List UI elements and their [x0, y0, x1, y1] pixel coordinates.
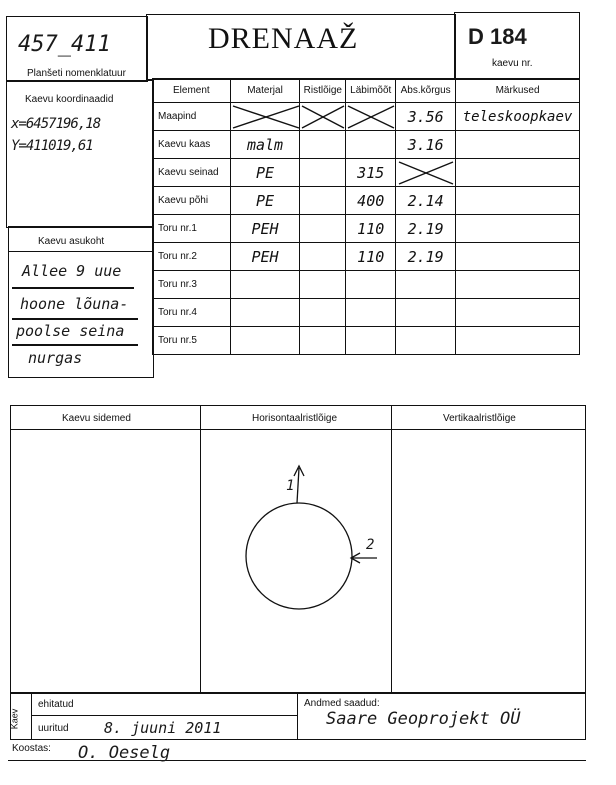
cell-markused — [456, 299, 580, 327]
nomenclature-value: 457_411 — [18, 32, 111, 57]
cell-labimoot: 110 — [346, 243, 396, 271]
table-row — [153, 299, 580, 327]
cell-ristloige — [300, 215, 346, 243]
col-header-materjal: Materjal — [230, 79, 300, 103]
location-underline-3 — [12, 344, 138, 346]
cell-materjal: PEH — [230, 215, 300, 243]
cell-abs — [396, 271, 456, 299]
section-header-links: Kaevu sidemed — [62, 413, 131, 424]
cell-ristloige — [300, 187, 346, 215]
table-row — [153, 159, 580, 187]
location-line-4: nurgas — [28, 349, 83, 367]
col-header-labimoot: Läbimõõt — [346, 79, 396, 103]
data-source-value: Saare Geoprojekt OÜ — [326, 709, 521, 729]
cell-materjal — [230, 327, 300, 355]
cell-ristloige — [300, 159, 346, 187]
crossed-cell — [346, 103, 396, 131]
cell-labimoot: 110 — [346, 215, 396, 243]
col-header-abs: Abs.kõrgus — [396, 79, 456, 103]
table-header-row — [153, 79, 580, 103]
cell-abs — [396, 327, 456, 355]
author-label: Koostas: — [12, 743, 51, 754]
row-label: Toru nr.4 — [153, 299, 231, 327]
table-row — [153, 271, 580, 299]
cell-ristloige — [300, 271, 346, 299]
section-header-horizontal: Horisontaalristlõige — [252, 413, 338, 424]
row-label: Maapind — [153, 103, 231, 131]
table-row — [153, 131, 580, 159]
cell-markused — [456, 271, 580, 299]
cell-ristloige — [300, 327, 346, 355]
cell-ristloige — [300, 243, 346, 271]
crossed-cell — [300, 103, 346, 131]
page-title: DRENAAŽ — [208, 22, 359, 55]
pipe-2-label: 2 — [366, 537, 375, 553]
cell-abs: 2.19 — [396, 215, 456, 243]
row-label: Kaevu põhi — [153, 187, 231, 215]
row-label: Toru nr.5 — [153, 327, 231, 355]
nomenclature-label: Planšeti nomenklatuur — [27, 68, 126, 79]
table-row — [153, 215, 580, 243]
row-label: Kaevu kaas — [153, 131, 231, 159]
cell-labimoot — [346, 299, 396, 327]
cell-markused — [456, 131, 580, 159]
data-source-label: Andmed saadud: — [304, 698, 380, 709]
row-label: Kaevu seinad — [153, 159, 231, 187]
pipe-1-arrow — [297, 468, 299, 503]
location-label: Kaevu asukoht — [38, 236, 105, 247]
cell-abs: 2.14 — [396, 187, 456, 215]
table-row — [153, 103, 580, 131]
cell-labimoot: 400 — [346, 187, 396, 215]
location-line-3: poolse seina — [16, 322, 125, 340]
coordinates-label: Kaevu koordinaadid — [25, 94, 114, 105]
col-header-element: Element — [153, 79, 231, 103]
table-row — [153, 243, 580, 271]
row-label: Toru nr.3 — [153, 271, 231, 299]
cell-markused: teleskoopkaev — [456, 103, 580, 131]
cell-markused — [456, 187, 580, 215]
cell-materjal: PEH — [230, 243, 300, 271]
well-number-value: D 184 — [468, 24, 527, 49]
surveyed-label: uuritud — [38, 723, 69, 734]
cell-abs: 2.19 — [396, 243, 456, 271]
cell-abs — [396, 299, 456, 327]
built-label: ehitatud — [38, 699, 74, 710]
col-header-markused: Märkused — [456, 79, 580, 103]
location-line-1: Allee 9 uue — [22, 262, 122, 280]
cell-ristloige — [300, 299, 346, 327]
table-row — [153, 327, 580, 355]
cell-ristloige — [300, 131, 346, 159]
section-header-vertical: Vertikaalristlõige — [443, 413, 516, 424]
row-label: Toru nr.1 — [153, 215, 231, 243]
cell-materjal — [230, 271, 300, 299]
row-label: Toru nr.2 — [153, 243, 231, 271]
col-header-ristloige: Ristlõige — [300, 79, 346, 103]
location-underline-2 — [12, 318, 138, 320]
location-underline-1 — [12, 287, 134, 289]
pipe-1-label: 1 — [286, 478, 295, 494]
footer-side-divider — [31, 694, 32, 739]
cell-labimoot — [346, 327, 396, 355]
cell-labimoot: 315 — [346, 159, 396, 187]
location-line-2: hoone lõuna- — [20, 295, 129, 313]
footer-mid-line — [32, 715, 298, 716]
footer-side-label: Kaev — [9, 708, 20, 730]
cell-abs: 3.16 — [396, 131, 456, 159]
cell-materjal — [230, 299, 300, 327]
crossed-cell — [396, 159, 456, 187]
cell-markused — [456, 215, 580, 243]
cell-labimoot — [346, 131, 396, 159]
table-row — [153, 187, 580, 215]
element-table — [152, 78, 580, 355]
location-divider — [9, 251, 153, 252]
cell-abs: 3.56 — [396, 103, 456, 131]
cell-markused — [456, 159, 580, 187]
cell-markused — [456, 327, 580, 355]
author-value: O. Oeselg — [78, 743, 171, 763]
sections-divider-2 — [391, 406, 392, 692]
well-number-label: kaevu nr. — [492, 58, 533, 69]
surveyed-value: 8. juuni 2011 — [104, 719, 222, 737]
footer-vertical-divider — [297, 694, 298, 739]
well-circle — [246, 503, 352, 609]
horizontal-cross-section-drawing — [201, 430, 391, 692]
coordinate-y: Y=411019,61 — [11, 138, 93, 154]
crossed-cell — [230, 103, 300, 131]
cell-materjal: PE — [230, 159, 300, 187]
cell-materjal: malm — [230, 131, 300, 159]
cell-markused — [456, 243, 580, 271]
cell-materjal: PE — [230, 187, 300, 215]
cell-labimoot — [346, 271, 396, 299]
coordinate-x: x=6457196,18 — [11, 116, 101, 132]
